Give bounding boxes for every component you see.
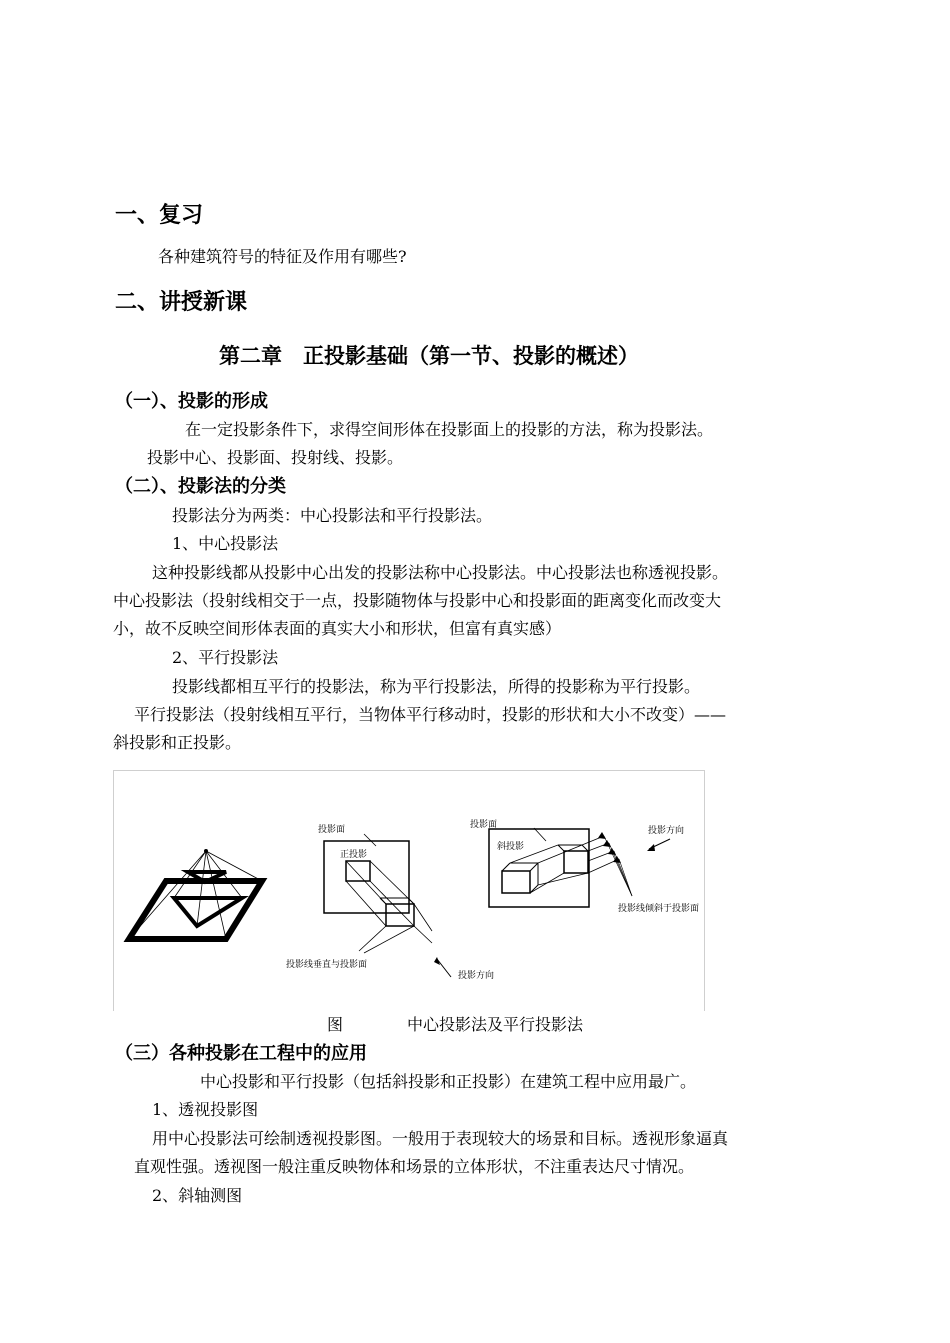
central-projection-line-1: 这种投影线都从投影中心出发的投影法称中心投影法。中心投影法也称透视投影。 (152, 563, 729, 582)
central-projection-title: 1、中心投影法 (172, 534, 279, 553)
label-oblique: 斜投影 (497, 842, 525, 852)
parallel-projection-title: 2、平行投影法 (172, 648, 279, 667)
section-classification-heading: （二）、投影法的分类 (115, 476, 286, 497)
projection-figure (113, 770, 705, 1011)
central-projection-drawing (129, 850, 262, 940)
central-projection-line-2: 中心投影法（投射线相交于一点，投影随物体与投影中心和投影面的距离变化而改变大 (113, 591, 722, 610)
oblique-axonometric-title: 2、斜轴测图 (152, 1186, 243, 1205)
figure-caption-prefix: 图 (327, 1015, 344, 1034)
label-perpendicular-note: 投影线垂直与投影面 (286, 960, 368, 970)
perspective-title: 1、透视投影图 (152, 1100, 259, 1119)
parallel-projection-line-3: 斜投影和正投影。 (113, 733, 242, 752)
section-formation-heading: （一）、投影的形成 (115, 391, 268, 412)
label-orthographic: 正投影 (340, 850, 368, 860)
parallel-projection-line-1: 投影线都相互平行的投影法，称为平行投影法，所得的投影称为平行投影。 (172, 677, 701, 696)
figure-caption: 中心投影法及平行投影法 (407, 1015, 584, 1034)
perspective-line-2: 直观性强。透视图一般注重反映物体和场景的立体形状，不注重表达尺寸情况。 (134, 1157, 695, 1176)
label-direction-2: 投影方向 (648, 826, 685, 836)
section-application-heading: （三）各种投影在工程中的应用 (115, 1043, 367, 1064)
classification-intro: 投影法分为两类：中心投影法和平行投影法。 (172, 506, 493, 525)
perspective-line-1: 用中心投影法可绘制透视投影图。一般用于表现较大的场景和目标。透视形象逼真 (152, 1129, 729, 1148)
oblique-projection-drawing (489, 828, 670, 907)
central-projection-line-3: 小，故不反映空间形体表面的真实大小和形状，但富有真实感） (113, 619, 562, 638)
parallel-projection-line-2: 平行投影法（投射线相互平行，当物体平行移动时，投影的形状和大小不改变）—— (134, 705, 727, 724)
formation-paragraph: 在一定投影条件下，求得空间形体在投影面上的投影的方法，称为投影法。 (185, 420, 714, 439)
label-projection-plane-1: 投影面 (318, 825, 346, 835)
chapter-title: 第二章 正投影基础（第一节、投影的概述） (219, 344, 639, 368)
projection-diagram (114, 771, 704, 1011)
formation-elements: 投影中心、投影面、投射线、投影。 (147, 448, 404, 467)
application-intro: 中心投影和平行投影（包括斜投影和正投影）在建筑工程中应用最广。 (200, 1072, 697, 1091)
label-projection-plane-2: 投影面 (470, 820, 498, 830)
review-heading: 一、复习 (115, 203, 204, 228)
label-oblique-note: 投影线倾斜于投影面 (618, 904, 700, 914)
label-direction-1: 投影方向 (458, 971, 495, 981)
review-question: 各种建筑符号的特征及作用有哪些? (158, 247, 407, 266)
new-lesson-heading: 二、讲授新课 (115, 290, 248, 315)
